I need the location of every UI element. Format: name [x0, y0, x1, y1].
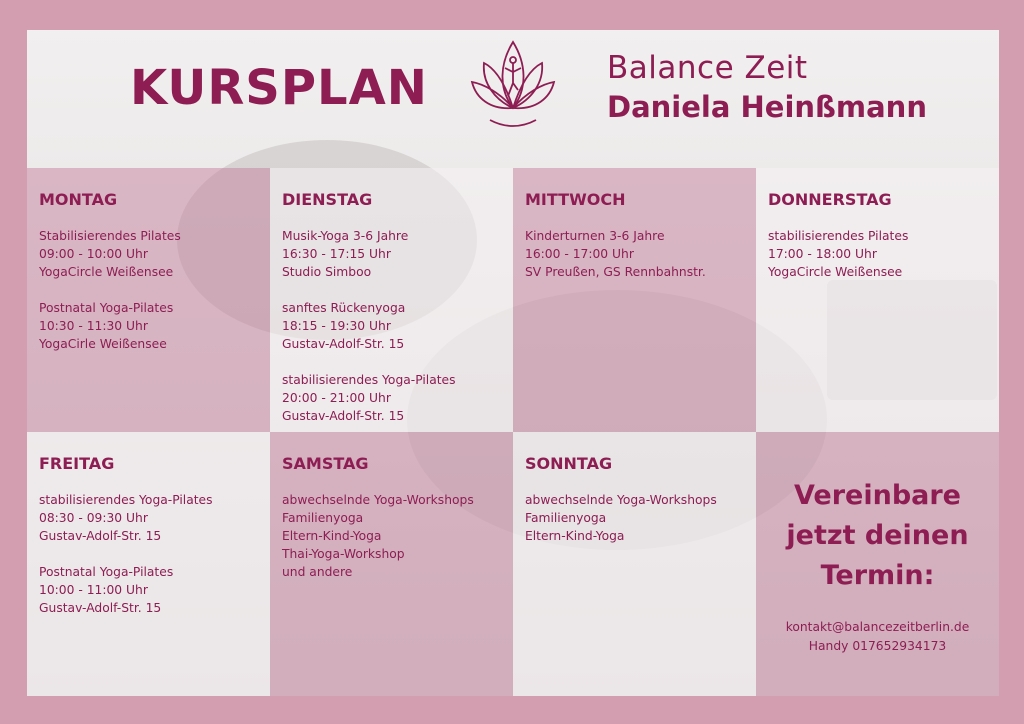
day-title: MITTWOCH: [525, 190, 626, 209]
class-place: SV Preußen, GS Rennbahnstr.: [525, 265, 706, 279]
cta-heading: [756, 476, 999, 596]
class-place: Gustav-Adolf-Str. 15: [282, 409, 405, 423]
list-item: Familienyoga: [282, 511, 364, 525]
class-place: Gustav-Adolf-Str. 15: [282, 337, 405, 351]
list-item: Familienyoga: [525, 511, 607, 525]
day-title: SONNTAG: [525, 454, 613, 473]
schedule-sheet: [27, 30, 999, 696]
day-cell-dienstag: [270, 168, 513, 432]
header: [27, 30, 999, 168]
owner-name: Daniela Heinßmann: [607, 90, 927, 124]
day-cell-samstag: [270, 432, 513, 696]
class-entry: [525, 227, 744, 281]
class-place: YogaCirle Weißensee: [39, 337, 167, 351]
day-title: MONTAG: [39, 190, 118, 209]
day-title: DIENSTAG: [282, 190, 373, 209]
class-time: 16:00 - 17:00 Uhr: [525, 247, 634, 261]
class-list: [525, 491, 744, 545]
class-list: [282, 491, 501, 581]
class-time: 10:30 - 11:30 Uhr: [39, 319, 148, 333]
class-time: 18:15 - 19:30 Uhr: [282, 319, 391, 333]
class-time: 08:30 - 09:30 Uhr: [39, 511, 148, 525]
day-cell-sonntag: [513, 432, 756, 696]
contact-info: [756, 618, 999, 656]
day-cell-freitag: [27, 432, 270, 696]
schedule-grid: [27, 168, 999, 696]
cta-line: Termin:: [820, 560, 935, 591]
list-item: und andere: [282, 565, 353, 579]
class-entry: [39, 227, 258, 281]
class-place: Gustav-Adolf-Str. 15: [39, 529, 162, 543]
list-item: Eltern-Kind-Yoga: [282, 529, 382, 543]
day-title: SAMSTAG: [282, 454, 369, 473]
lotus-yoga-icon: [470, 38, 556, 134]
day-cell-montag: [27, 168, 270, 432]
class-time: 17:00 - 18:00 Uhr: [768, 247, 877, 261]
class-entry: [768, 227, 987, 281]
class-time: 09:00 - 10:00 Uhr: [39, 247, 148, 261]
class-place: Studio Simboo: [282, 265, 372, 279]
class-name: sanftes Rückenyoga: [282, 301, 406, 315]
cta-line: Vereinbare: [793, 480, 961, 511]
phone-number: Handy 017652934173: [808, 639, 947, 653]
class-entry: [282, 227, 501, 281]
class-name: stabilisierendes Yoga-Pilates: [282, 373, 456, 387]
list-item: Thai-Yoga-Workshop: [282, 547, 405, 561]
class-entry: [39, 563, 258, 617]
class-entry: [39, 491, 258, 545]
class-entry: [282, 299, 501, 353]
class-time: 16:30 - 17:15 Uhr: [282, 247, 391, 261]
day-cell-donnerstag: [756, 168, 999, 432]
class-name: stabilisierendes Yoga-Pilates: [39, 493, 213, 507]
class-time: 10:00 - 11:00 Uhr: [39, 583, 148, 597]
class-place: YogaCircle Weißensee: [39, 265, 174, 279]
class-place: Gustav-Adolf-Str. 15: [39, 601, 162, 615]
class-time: 20:00 - 21:00 Uhr: [282, 391, 391, 405]
class-name: stabilisierendes Pilates: [768, 229, 909, 243]
class-entry: [282, 371, 501, 425]
class-entry: [39, 299, 258, 353]
list-item: abwechselnde Yoga-Workshops: [282, 493, 474, 507]
day-title: DONNERSTAG: [768, 190, 892, 209]
class-name: Postnatal Yoga-Pilates: [39, 565, 174, 579]
cta-line: jetzt deinen: [786, 520, 969, 551]
page-title: KURSPLAN: [130, 60, 428, 116]
day-title: FREITAG: [39, 454, 115, 473]
day-cell-mittwoch: [513, 168, 756, 432]
appointment-cta: [756, 432, 999, 696]
email-link[interactable]: kontakt@balancezeitberlin.de: [785, 620, 970, 634]
class-place: YogaCircle Weißensee: [768, 265, 903, 279]
class-name: Stabilisierendes Pilates: [39, 229, 181, 243]
list-item: abwechselnde Yoga-Workshops: [525, 493, 717, 507]
class-name: Postnatal Yoga-Pilates: [39, 301, 174, 315]
class-name: Musik-Yoga 3-6 Jahre: [282, 229, 409, 243]
list-item: Eltern-Kind-Yoga: [525, 529, 625, 543]
brand-name: Balance Zeit: [607, 50, 808, 86]
class-name: Kinderturnen 3-6 Jahre: [525, 229, 665, 243]
